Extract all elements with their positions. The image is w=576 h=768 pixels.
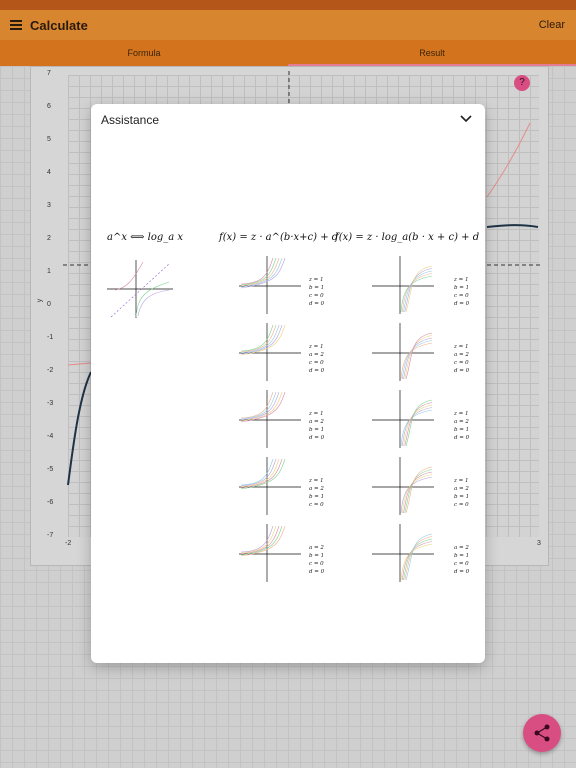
share-icon	[523, 714, 561, 752]
hamburger-menu-icon[interactable]	[10, 20, 22, 30]
logarithmic-graph-thumbnail	[372, 524, 434, 582]
y-axis-label: y	[36, 298, 44, 303]
parameter-list	[454, 343, 469, 375]
y-tick-label: -1	[47, 334, 54, 341]
parameter-list	[309, 276, 324, 308]
parameter-value: d = 0	[454, 301, 470, 307]
parameter-value: d = 0	[309, 569, 325, 575]
x-tick-label: 3	[537, 540, 541, 547]
y-tick-label: 2	[47, 235, 51, 242]
tab-formula[interactable]: Formula	[127, 48, 161, 58]
help-button[interactable]: ?	[514, 75, 530, 91]
parameter-value: d = 0	[454, 368, 470, 374]
parameter-value: a = 2	[309, 486, 324, 492]
parameter-list	[454, 410, 469, 442]
parameter-list	[454, 477, 469, 509]
parameter-list	[454, 276, 469, 308]
parameter-value: b = 1	[309, 427, 325, 433]
y-tick-label: -3	[47, 400, 54, 407]
status-strip	[0, 0, 576, 10]
parameter-value: z = 1	[309, 478, 324, 484]
tab-result[interactable]: Result	[288, 40, 576, 66]
parameter-value: a = 2	[454, 352, 469, 358]
logarithmic-graph-thumbnail	[372, 256, 434, 314]
parameter-value: c = 0	[454, 561, 469, 567]
y-tick-label: 1	[47, 268, 51, 275]
parameter-value: z = 1	[309, 344, 324, 350]
parameter-value: z = 1	[309, 277, 324, 283]
y-tick-label: -6	[47, 499, 54, 506]
parameter-value: a = 2	[309, 419, 324, 425]
y-tick-label: 3	[47, 202, 51, 209]
chevron-down-icon[interactable]	[459, 114, 473, 124]
y-tick-label: -2	[47, 367, 54, 374]
parameter-value: a = 2	[454, 545, 469, 551]
y-tick-label: -5	[47, 466, 54, 473]
logarithmic-graph-thumbnail	[372, 457, 434, 515]
tab-bar	[0, 40, 576, 66]
parameter-list	[309, 410, 324, 442]
y-tick-label: 5	[47, 136, 51, 143]
parameter-value: d = 0	[309, 368, 325, 374]
y-tick-label: 4	[47, 169, 51, 176]
parameter-value: z = 1	[309, 411, 324, 417]
parameter-value: b = 1	[454, 285, 470, 291]
dialog-title: Assistance	[101, 113, 160, 127]
formula-logarithmic: f(x) = z · log_a(b · x + c) + d	[335, 232, 480, 243]
parameter-list	[309, 544, 324, 576]
exponential-graph-thumbnail	[239, 524, 301, 582]
x-tick-label: -2	[65, 540, 72, 547]
exponential-graph-thumbnail	[239, 323, 301, 381]
parameter-value: c = 0	[309, 561, 324, 567]
parameter-value: c = 0	[309, 502, 324, 508]
parameter-value: c = 0	[454, 360, 469, 366]
assistance-dialog	[91, 104, 485, 663]
log-equivalence-graph-thumbnail	[107, 260, 173, 318]
parameter-list	[309, 477, 324, 509]
parameter-value: b = 1	[454, 494, 470, 500]
parameter-value: b = 1	[309, 494, 325, 500]
parameter-value: c = 0	[309, 360, 324, 366]
logarithmic-graph-thumbnail	[372, 323, 434, 381]
parameter-value: z = 1	[454, 344, 469, 350]
parameter-value: d = 0	[309, 435, 325, 441]
exponential-graph-thumbnail	[239, 390, 301, 448]
y-tick-label: -7	[47, 532, 54, 539]
parameter-value: b = 1	[309, 553, 325, 559]
parameter-value: z = 1	[454, 277, 469, 283]
parameter-value: a = 2	[309, 545, 324, 551]
app-bar	[0, 10, 576, 40]
parameter-value: b = 1	[309, 285, 325, 291]
parameter-value: z = 1	[454, 478, 469, 484]
exponential-graph-thumbnail	[239, 457, 301, 515]
formula-exponential: f(x) = z · a^(b·x+c) + d	[219, 232, 339, 243]
parameter-value: c = 0	[454, 502, 469, 508]
parameter-list	[454, 544, 469, 576]
app-title: Calculate	[30, 17, 88, 33]
parameter-value: a = 2	[309, 352, 324, 358]
parameter-value: a = 2	[454, 486, 469, 492]
parameter-value: a = 2	[454, 419, 469, 425]
parameter-value: z = 1	[454, 411, 469, 417]
parameter-value: c = 0	[454, 293, 469, 299]
parameter-list	[309, 343, 324, 375]
share-button[interactable]	[523, 714, 561, 752]
parameter-value: d = 0	[454, 569, 470, 575]
parameter-value: b = 1	[454, 427, 470, 433]
y-tick-label: 0	[47, 301, 51, 308]
parameter-value: b = 1	[454, 553, 470, 559]
exponential-graph-thumbnail	[239, 256, 301, 314]
y-tick-label: 6	[47, 103, 51, 110]
y-tick-label: -4	[47, 433, 54, 440]
y-tick-label: 7	[47, 70, 51, 77]
parameter-value: c = 0	[309, 293, 324, 299]
formula-log-equivalence: a^x ⟺ log_a x	[107, 232, 184, 243]
parameter-value: d = 0	[454, 435, 470, 441]
clear-button[interactable]: Clear	[538, 19, 565, 31]
logarithmic-graph-thumbnail	[372, 390, 434, 448]
parameter-value: d = 0	[309, 301, 325, 307]
